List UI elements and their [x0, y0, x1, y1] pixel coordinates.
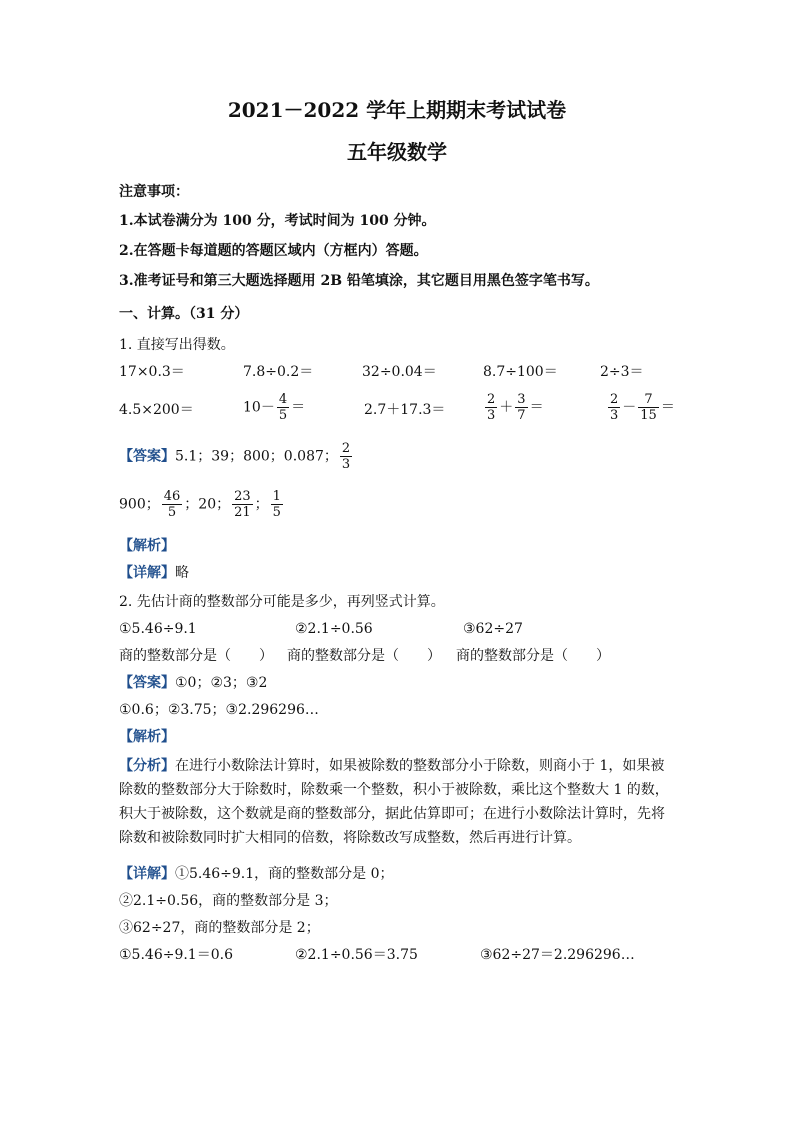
q2-result-2: ②2.1÷0.56＝3.75	[295, 947, 418, 963]
q2-answer	[119, 673, 267, 693]
operator: ＋	[499, 399, 514, 416]
operator: －	[622, 399, 637, 416]
notice-item-2: 2.在答题卡每道题的答题区域内（方框内）答题。	[119, 243, 428, 259]
q1-r1-item-2: 7.8÷0.2＝	[243, 364, 314, 380]
fenxi-tag: 【分析】	[119, 758, 175, 774]
answer-text: ①0；②3；③2	[175, 675, 268, 691]
q1-answer-line-2	[119, 489, 285, 520]
answer-tag: 【答案】	[119, 675, 175, 691]
q1-r2-item-5	[606, 392, 675, 423]
q1-r2-item-3: 2.7＋17.3＝	[364, 402, 446, 418]
q1-stem: 1. 直接写出得数。	[119, 337, 235, 353]
fenxi-text: 在进行小数除法计算时，如果被除数的整数部分小于除数，则商小于 1，如果被除数的整数部分大于除数时，除数乘一个整数，积小于被除数，乘比这个整数大 1 的数，积大于被除数，这个数就是商的整数部分，据此估算即可；在进行小数除法计算时，先将除数和被除数同时扩大相同的倍数，将除数改写成整数，然后再进行计算。	[119, 758, 669, 846]
section-1-heading: 一、计算。（31 分）	[119, 306, 249, 322]
expr-suffix: ＝	[291, 399, 306, 416]
q2-blank-2: 商的整数部分是（ ）	[287, 648, 441, 664]
q2-analysis-tag: 【解析】	[119, 729, 175, 745]
notice-item-3: 3.准考证号和第三大题选择题用 2B 铅笔填涂，其它题目用黑色签字笔书写。	[119, 273, 599, 289]
fraction: $\frac{2}{3}$	[341, 441, 351, 472]
exam-title: 2021－2022 学年上期期末考试试卷	[227, 98, 567, 122]
q1-r2-item-2	[243, 392, 305, 423]
q2-fenxi	[119, 754, 675, 850]
q2-item-3: ③62÷27	[463, 621, 523, 637]
q1-r2-item-4	[483, 392, 544, 423]
answer-text: 5.1；39；800；0.087；	[175, 448, 338, 465]
q2-detail-3: ③62÷27，商的整数部分是 2；	[119, 920, 320, 936]
answer-tag: 【答案】	[119, 448, 175, 465]
expr-prefix: 10－	[243, 399, 275, 416]
q1-r1-item-4: 8.7÷100＝	[483, 364, 558, 380]
exam-subtitle: 五年级数学	[347, 140, 447, 164]
fraction: $\frac{2}{3}$	[487, 392, 496, 423]
q2-answer-line-2: ①0.6；②3.75；③2.296296…	[119, 702, 319, 718]
fraction: $\frac{1}{5}$	[272, 489, 281, 520]
fraction: $\frac{4}{5}$	[278, 392, 288, 423]
q2-stem: 2. 先估计商的整数部分可能是多少，再列竖式计算。	[119, 594, 445, 610]
answer-part: 900；	[119, 496, 160, 513]
answer-part: ；	[254, 496, 269, 513]
detail-text: 略	[175, 565, 189, 581]
q1-r2-item-1: 4.5×200＝	[119, 402, 194, 418]
q2-detail-2: ②2.1÷0.56，商的整数部分是 3；	[119, 893, 338, 909]
expr-suffix: ＝	[529, 399, 544, 416]
q2-item-2: ②2.1÷0.56	[295, 621, 373, 637]
q1-answer-line-1	[119, 441, 354, 472]
q2-detail-1	[119, 864, 394, 884]
q2-result-3: ③62÷27＝2.296296…	[480, 947, 635, 963]
q1-r1-item-5: 2÷3＝	[600, 364, 644, 380]
q2-blank-3: 商的整数部分是（ ）	[456, 648, 610, 664]
fraction: $\frac{23}{21}$	[234, 489, 251, 520]
answer-part: ；20；	[184, 496, 231, 513]
fraction: $\frac{3}{7}$	[517, 392, 526, 423]
fraction: $\frac{2}{3}$	[610, 392, 619, 423]
q1-detail	[119, 563, 189, 583]
q2-result-1: ①5.46÷9.1＝0.6	[119, 947, 233, 963]
fraction: $\frac{7}{15}$	[640, 392, 657, 423]
q1-analysis-tag: 【解析】	[119, 538, 175, 554]
q2-blank-1: 商的整数部分是（ ）	[119, 648, 273, 664]
q1-r1-item-3: 32÷0.04＝	[362, 364, 437, 380]
q2-item-1: ①5.46÷9.1	[119, 621, 197, 637]
notice-heading: 注意事项：	[119, 184, 189, 200]
detail-tag: 【详解】	[119, 866, 175, 882]
detail-text: ①5.46÷9.1，商的整数部分是 0；	[175, 866, 394, 882]
fraction: $\frac{46}{5}$	[163, 489, 181, 520]
notice-item-1: 1.本试卷满分为 100 分，考试时间为 100 分钟。	[119, 213, 436, 229]
q1-r1-item-1: 17×0.3＝	[119, 364, 185, 380]
expr-suffix: ＝	[660, 399, 675, 416]
detail-tag: 【详解】	[119, 565, 175, 581]
